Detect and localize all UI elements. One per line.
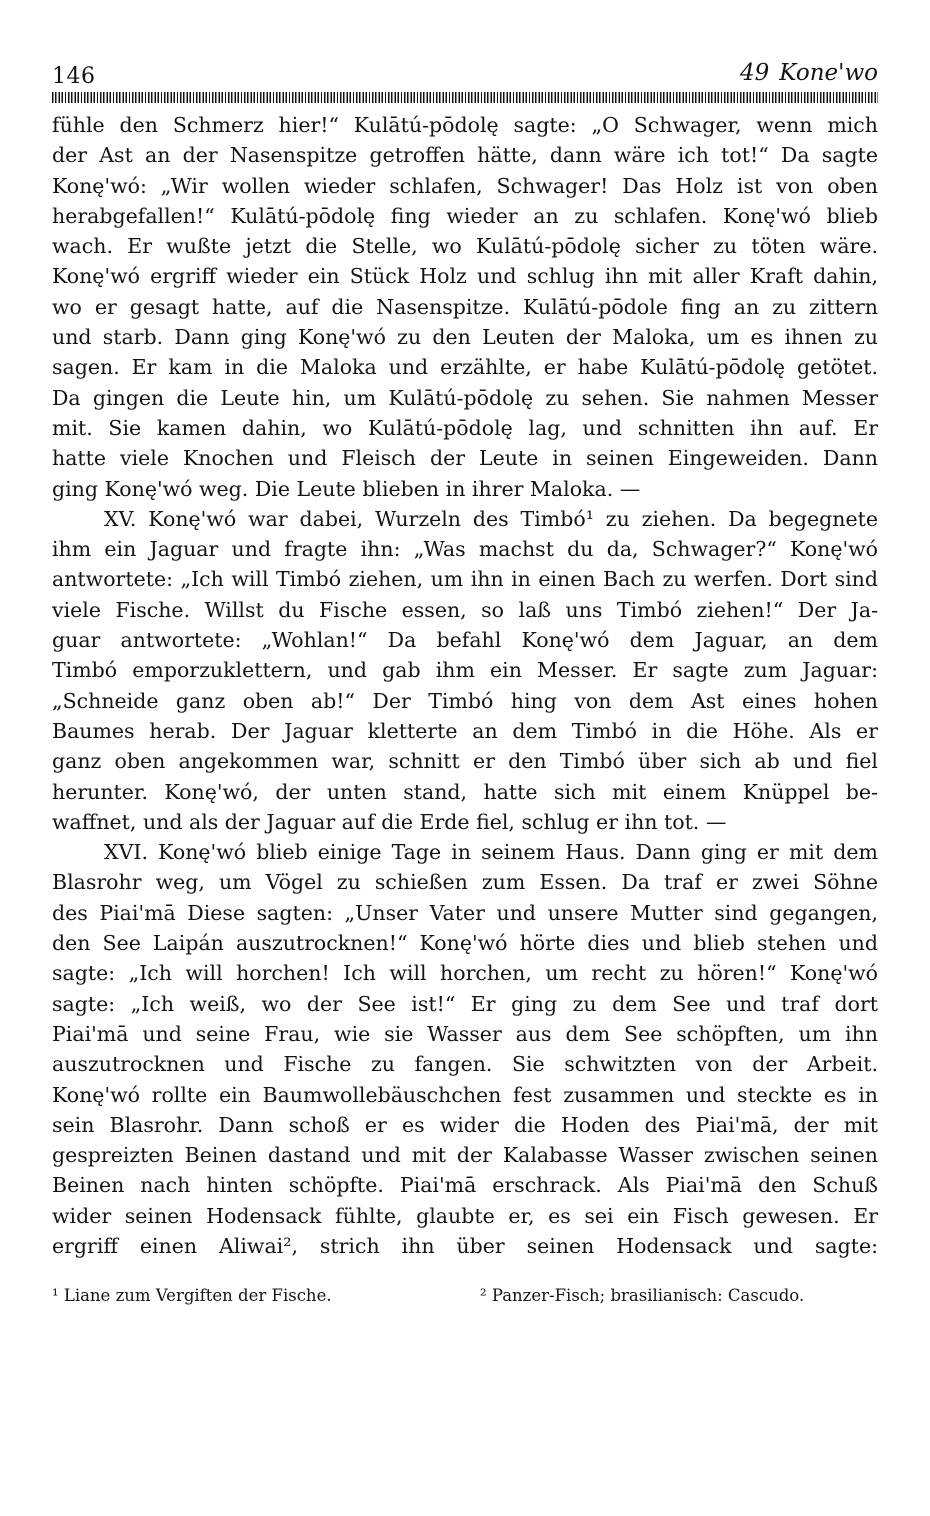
header-rule	[52, 92, 878, 103]
text-line: Blasrohr weg, um Vögel zu schießen zum Essen. Da traf er zwei Söhne	[52, 870, 878, 895]
text-line: auszutrocknen und Fische zu fangen. Sie schwitzten von der Arbeit.	[52, 1052, 878, 1077]
text-line: Beinen nach hinten schöpfte. Piai'mā erschrack. Als Piai'mā den Schuß	[52, 1173, 878, 1198]
text-line: ihm ein Jaguar und fragte ihn: „Was machst du da, Schwager?“ Konę'wó	[52, 537, 878, 562]
text-line: der Ast an der Nasenspitze getroffen hätte, dann wäre ich tot!“ Da sagte	[52, 143, 878, 168]
text-line: Timbó emporzuklettern, und gab ihm ein Messer. Er sagte zum Jaguar:	[52, 658, 878, 683]
section-heading-line: XVI. Konę'wó blieb einige Tage in seinem Haus. Dann ging er mit dem	[104, 840, 878, 865]
text-line: Konę'wó: „Wir wollen wieder schlafen, Schwager! Das Holz ist von oben	[52, 173, 878, 198]
text-line: herunter. Konę'wó, der unten stand, hatte sich mit einem Knüppel be-	[52, 779, 878, 804]
text-line: des Piai'mā Diese sagten: „Unser Vater und unsere Mutter sind gegangen,	[52, 900, 878, 925]
text-line: Piai'mā und seine Frau, wie sie Wasser aus dem See schöpften, um ihn	[52, 1021, 878, 1046]
text-line: sagen. Er kam in die Maloka und erzählte, er habe Kulātú-pōdolę getötet.	[52, 355, 878, 380]
footnote-2: ² Panzer-Fisch; brasilianisch: Cascudo.	[480, 1286, 805, 1305]
running-number: 49	[740, 60, 770, 86]
book-page	[52, 60, 878, 1305]
text-line: Konę'wó ergriff wieder ein Stück Holz und schlug ihn mit aller Kraft dahin,	[52, 264, 878, 289]
text-line: den See Laipán auszutrocknen!“ Konę'wó hörte dies und blieb stehen und	[52, 931, 878, 956]
page-header	[52, 60, 878, 92]
running-title: Kone'wo	[779, 60, 878, 86]
page-number: 146	[52, 64, 96, 89]
text-line: herabgefallen!“ Kulātú-pōdolę fing wieder an zu schlafen. Konę'wó blieb	[52, 203, 878, 228]
text-line: antwortete: „Ich will Timbó ziehen, um ihn in einen Bach zu werfen. Dort sind	[52, 567, 878, 592]
text-line: sein Blasrohr. Dann schoß er es wider die Hoden des Piai'mā, der mit	[52, 1112, 878, 1137]
text-line: wach. Er wußte jetzt die Stelle, wo Kulātú-pōdolę sicher zu töten wäre.	[52, 234, 878, 259]
footnote-1: ¹ Liane zum Vergiften der Fische.	[52, 1286, 332, 1305]
body-text	[52, 110, 878, 1261]
text-line: Konę'wó rollte ein Baumwollebäuschchen fest zusammen und steckte es in	[52, 1082, 878, 1107]
text-line: guar antwortete: „Wohlan!“ Da befahl Konę'wó dem Jaguar, an dem	[52, 628, 878, 653]
text-line: ging Konę'wó weg. Die Leute blieben in ihrer Maloka. —	[52, 476, 641, 501]
text-line: „Schneide ganz oben ab!“ Der Timbó hing von dem Ast eines hohen	[52, 688, 878, 713]
text-line: Baumes herab. Der Jaguar kletterte an dem Timbó in die Höhe. Als er	[52, 718, 878, 743]
text-line: wider seinen Hodensack fühlte, glaubte er, es sei ein Fisch gewesen. Er	[52, 1203, 878, 1228]
text-line: hatte viele Knochen und Fleisch der Leute in seinen Eingeweiden. Dann	[52, 446, 878, 471]
text-line: gespreizten Beinen dastand und mit der Kalabasse Wasser zwischen seinen	[52, 1143, 878, 1168]
text-line: ganz oben angekommen war, schnitt er den Timbó über sich ab und fiel	[52, 749, 878, 774]
text-line: sagte: „Ich weiß, wo der See ist!“ Er ging zu dem See und traf dort	[52, 991, 878, 1016]
text-line: ergriff einen Aliwai², strich ihn über seinen Hodensack und sagte:	[52, 1233, 878, 1258]
text-line: mit. Sie kamen dahin, wo Kulātú-pōdolę lag, und schnitten ihn auf. Er	[52, 415, 878, 440]
text-line: und starb. Dann ging Konę'wó zu den Leuten der Maloka, um es ihnen zu	[52, 325, 878, 350]
text-line: Da gingen die Leute hin, um Kulātú-pōdolę zu sehen. Sie nahmen Messer	[52, 385, 878, 410]
text-line: wo er gesagt hatte, auf die Nasenspitze. Kulātú-pōdole fing an zu zittern	[52, 294, 878, 319]
text-line: waffnet, und als der Jaguar auf die Erde fiel, schlug er ihn tot. —	[52, 809, 727, 834]
text-line: fühle den Schmerz hier!“ Kulātú-pōdolę sagte: „O Schwager, wenn mich	[52, 113, 878, 137]
section-heading-line: XV. Konę'wó war dabei, Wurzeln des Timbó¹ zu ziehen. Da begegnete	[104, 506, 878, 531]
text-line: sagte: „Ich will horchen! Ich will horchen, um recht zu hören!“ Konę'wó	[52, 961, 878, 986]
footnotes	[52, 1284, 878, 1308]
running-head	[740, 60, 878, 86]
text-line: viele Fische. Willst du Fische essen, so laß uns Timbó ziehen!“ Der Ja-	[52, 597, 878, 622]
